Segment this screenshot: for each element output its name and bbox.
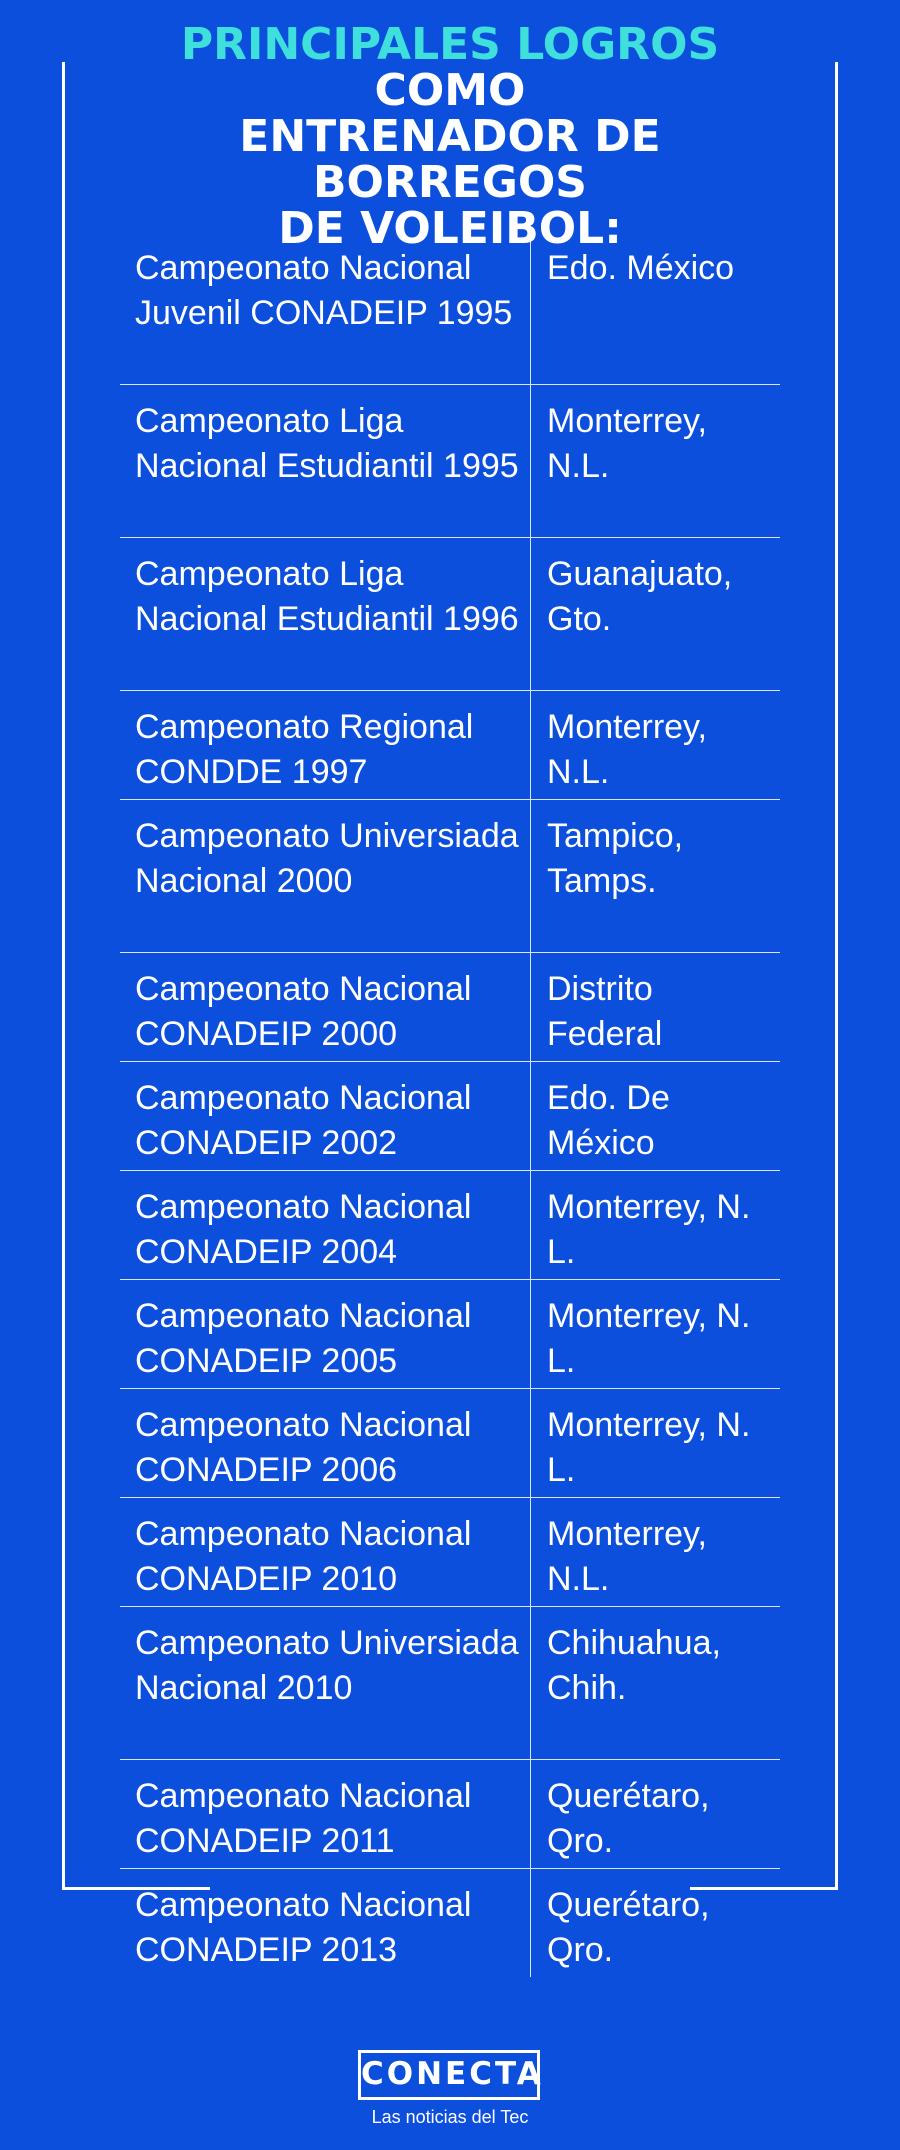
event-cell: Campeonato Universiada Nacional 2000 — [120, 800, 531, 952]
table-row — [120, 1760, 780, 1869]
place-cell: Querétaro, Qro. — [547, 1886, 710, 1969]
table-row — [120, 232, 780, 385]
place-cell: Querétaro, Qro. — [547, 1777, 710, 1860]
conecta-logo: CONECTA — [358, 2050, 540, 2100]
title-line2: ENTRENADOR DE BORREGOS — [239, 111, 661, 208]
place-cell: Edo. De México — [547, 1079, 670, 1162]
place-cell: Monterrey, N.L. — [547, 402, 707, 485]
event-cell: Campeonato Nacional CONADEIP 2011 — [120, 1760, 531, 1868]
event-cell: Campeonato Nacional CONADEIP 2005 — [120, 1280, 531, 1388]
event-cell: Campeonato Nacional CONADEIP 2010 — [120, 1498, 531, 1606]
frame-right-line — [835, 62, 838, 1890]
place-cell: Monterrey, N.L. — [547, 1515, 707, 1598]
title-line3: DE VOLEIBOL: — [278, 203, 622, 254]
event-cell: Campeonato Regional CONDDE 1997 — [120, 691, 531, 799]
event-cell: Campeonato Nacional Juvenil CONADEIP 1995 — [120, 232, 531, 384]
title-accent: PRINCIPALES LOGROS — [180, 19, 720, 70]
table-row — [120, 1498, 780, 1607]
frame-left-line — [62, 62, 65, 1890]
table-row — [120, 1062, 780, 1171]
event-cell: Campeonato Universiada Nacional 2010 — [120, 1607, 531, 1759]
table-row — [120, 1869, 780, 1977]
event-cell: Campeonato Liga Nacional Estudiantil 1995 — [120, 385, 531, 537]
place-cell: Edo. México — [547, 249, 735, 287]
table-row — [120, 953, 780, 1062]
title-line1-rest: COMO — [374, 65, 526, 116]
place-cell: Chihuahua, Chih. — [547, 1624, 721, 1707]
table-row — [120, 1607, 780, 1760]
event-cell: Campeonato Liga Nacional Estudiantil 1996 — [120, 538, 531, 690]
place-cell: Monterrey, N. L. — [547, 1188, 751, 1271]
page-title — [100, 19, 800, 254]
table-row — [120, 691, 780, 800]
logo-tagline: Las noticias del Tec — [371, 2107, 529, 2127]
event-cell: Campeonato Nacional CONADEIP 2006 — [120, 1389, 531, 1497]
event-cell: Campeonato Nacional CONADEIP 2002 — [120, 1062, 531, 1170]
place-cell: Monterrey, N. L. — [547, 1406, 751, 1489]
table-row — [120, 538, 780, 691]
table-row — [120, 1389, 780, 1498]
table-row — [120, 385, 780, 538]
place-cell: Tampico, Tamps. — [547, 817, 684, 900]
event-cell: Campeonato Nacional CONADEIP 2013 — [120, 1869, 531, 1977]
place-cell: Guanajuato, Gto. — [547, 555, 733, 638]
event-cell: Campeonato Nacional CONADEIP 2004 — [120, 1171, 531, 1279]
table-row — [120, 1280, 780, 1389]
achievements-table — [120, 232, 780, 1977]
place-cell: Monterrey, N. L. — [547, 1297, 751, 1380]
place-cell: Monterrey, N.L. — [547, 708, 707, 791]
event-cell: Campeonato Nacional CONADEIP 2000 — [120, 953, 531, 1061]
table-row — [120, 1171, 780, 1280]
place-cell: Distrito Federal — [547, 970, 663, 1053]
table-row — [120, 800, 780, 953]
